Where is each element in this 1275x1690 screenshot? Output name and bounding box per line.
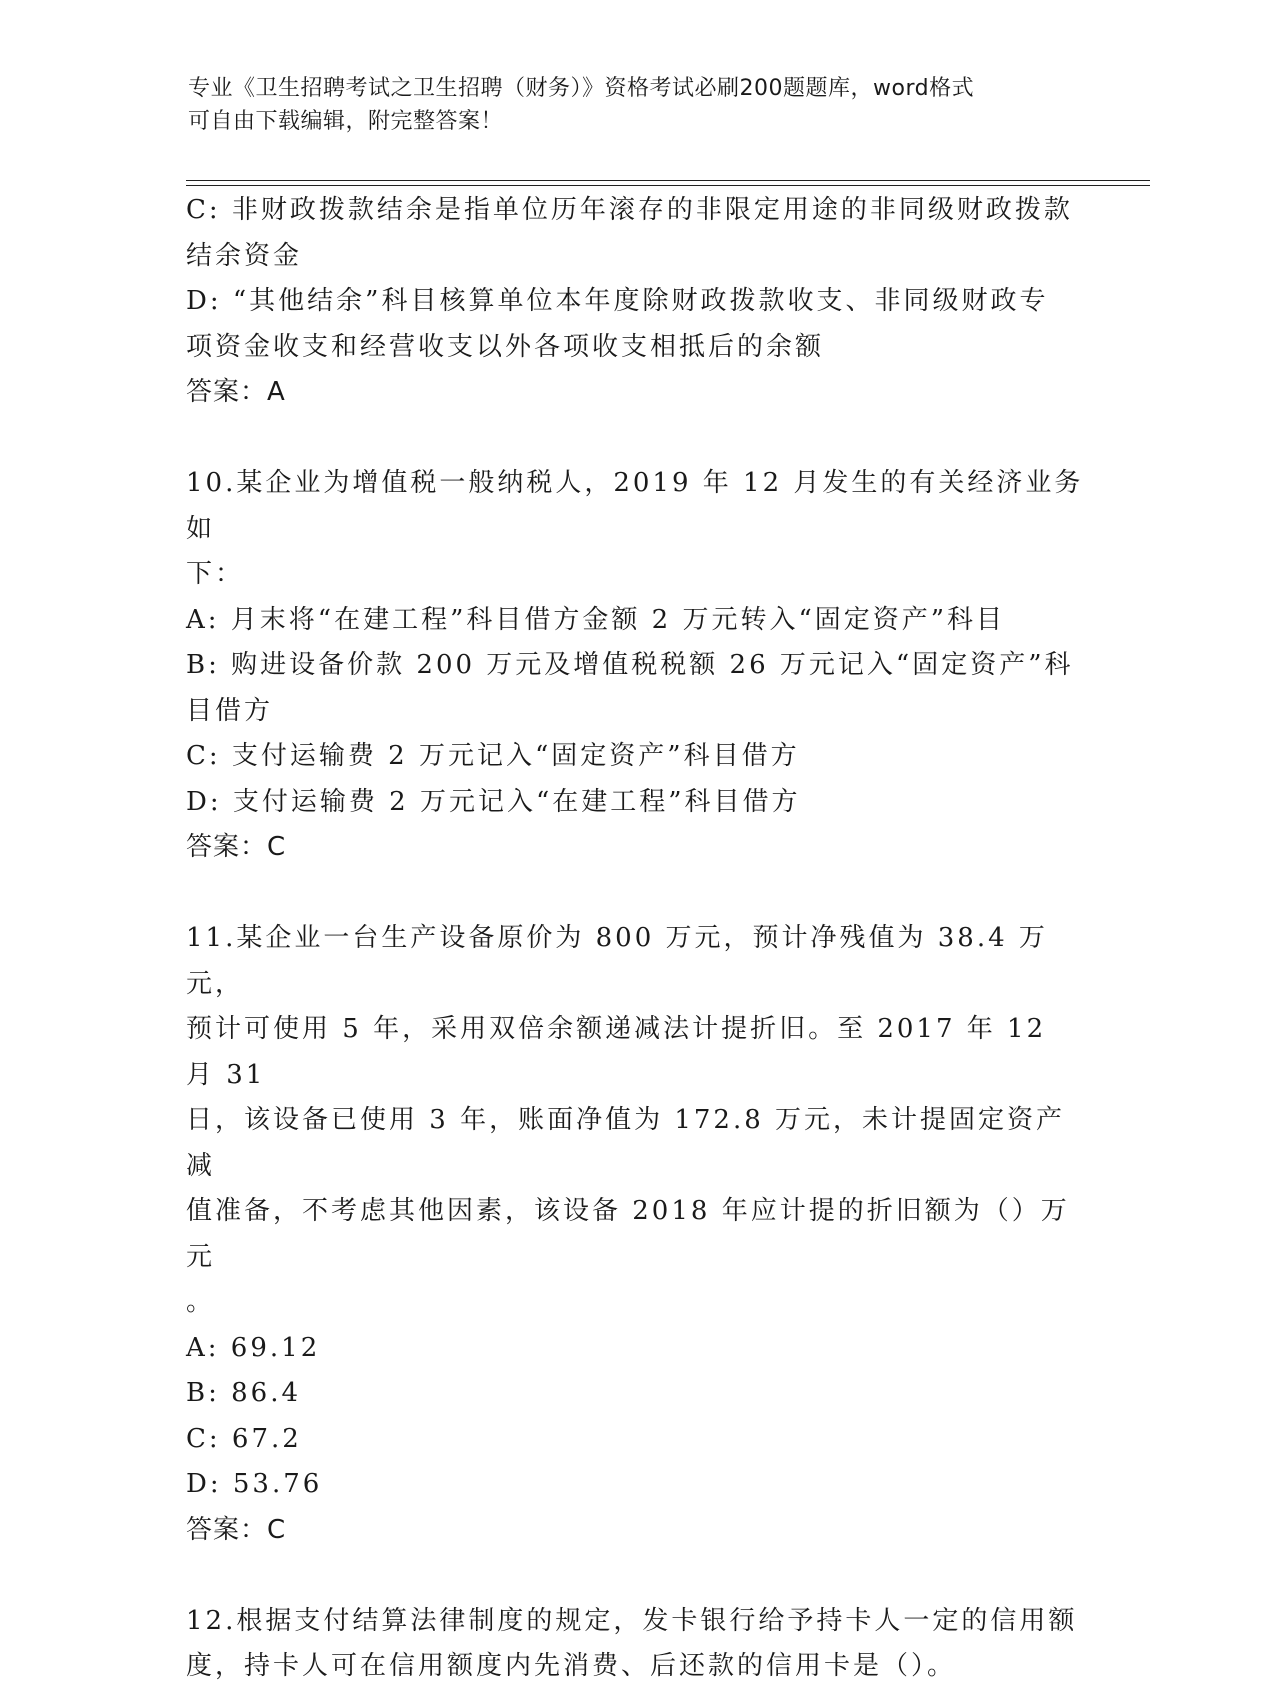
answer: 答案：A (186, 377, 286, 407)
spacer (186, 871, 1086, 917)
question-stem: 值准备，不考虑其他因素，该设备 2018 年应计提的折旧额为（）万元 (186, 1196, 1070, 1272)
question-11 (186, 916, 1086, 1553)
option-d: D: “其他结余”科目核算单位本年度除财政拨款收支、非同级财政专 (186, 286, 1049, 316)
option-b: B: 86.4 (186, 1378, 302, 1408)
option-c: C: 非财政拨款结余是指单位历年滚存的非限定用途的非同级财政拨款 (186, 195, 1073, 225)
option-d: D: 支付运输费 2 万元记入“在建工程”科目借方 (186, 786, 801, 817)
question-stem: 度，持卡人可在信用额度内先消费、后还款的信用卡是（）。 (186, 1651, 957, 1681)
header-line-1: 专业《卫生招聘考试之卫生招聘（财务）》资格考试必刷200题题库，word格式 (188, 76, 975, 101)
question-stem: 。 (186, 1287, 216, 1317)
question-12 (186, 1599, 1086, 1690)
option-d-continued: 项资金收支和经营收支以外各项收支相抵后的余额 (186, 331, 825, 362)
option-b: B: 购进设备价款 200 万元及增值税税额 26 万元记入“固定资产”科 (186, 650, 1074, 680)
document-body (186, 188, 1086, 1690)
question-stem: 预计可使用 5 年，采用双倍余额递减法计提折旧。至 2017 年 12 月 31 (186, 1014, 1047, 1090)
question-continued (186, 188, 1086, 416)
page-header (188, 72, 1088, 138)
answer: 答案：C (186, 1514, 287, 1545)
spacer (186, 1553, 1086, 1599)
option-b-continued: 目借方 (186, 695, 274, 726)
question-stem: 12.根据支付结算法律制度的规定，发卡银行给予持卡人一定的信用额 (186, 1605, 1078, 1636)
question-stem: 日，该设备已使用 3 年，账面净值为 172.8 万元，未计提固定资产减 (186, 1105, 1066, 1181)
header-rule-top (186, 180, 1150, 181)
option-a: A: 月末将“在建工程”科目借方金额 2 万元转入“固定资产”科目 (186, 604, 1006, 635)
answer: 答案：C (186, 832, 287, 862)
option-a: A: 69.12 (186, 1332, 321, 1363)
option-c: C: 支付运输费 2 万元记入“固定资产”科目借方 (186, 741, 800, 771)
header-line-2: 可自由下载编辑，附完整答案！ (188, 109, 504, 134)
question-stem: 10.某企业为增值税一般纳税人，2019 年 12 月发生的有关经济业务如 (186, 468, 1084, 544)
question-10 (186, 461, 1086, 871)
option-d: D: 53.76 (186, 1469, 323, 1499)
spacer (186, 416, 1086, 462)
header-rule-bottom (186, 185, 1150, 186)
option-c-continued: 结余资金 (186, 240, 303, 271)
question-stem: 下： (186, 559, 245, 589)
option-c: C: 67.2 (186, 1423, 302, 1454)
question-stem: 11.某企业一台生产设备原价为 800 万元，预计净残值为 38.4 万元， (186, 923, 1048, 999)
